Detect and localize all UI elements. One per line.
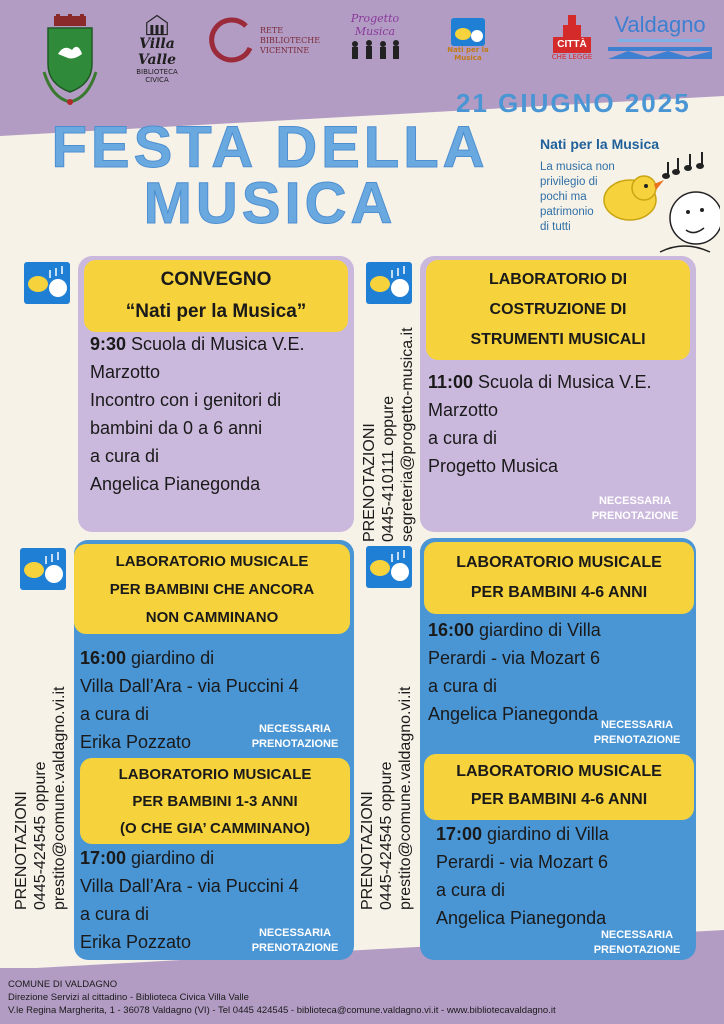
convegno-heading [84, 260, 348, 332]
lab-1-3-title-3: (O CHE GIA’ CAMMINANO) [120, 820, 310, 837]
convegno-title-1: CONVEGNO [160, 269, 272, 290]
bird-and-child-illustration [600, 148, 720, 256]
convegno-line-2: Marzotto [90, 362, 161, 382]
bird-child-small-icon [451, 18, 485, 46]
lab-4-6-b-heading [424, 754, 694, 820]
tower-icon [559, 15, 585, 37]
lab-1-3-line-4: Erika Pozzato [80, 932, 192, 952]
lab-1-3-line-1: giardino di [126, 848, 215, 868]
comune-coat-of-arms-logo [38, 14, 102, 106]
lab-4-6-a-details [428, 616, 690, 728]
event-title [30, 115, 510, 236]
booking-top-vertical [360, 327, 417, 542]
npm-small-label: Nati per la Musica [447, 46, 489, 62]
lab-non-camminano-line-3: a cura di [80, 704, 150, 724]
note-line-2: PRENOTAZIONE [251, 738, 339, 750]
lab-4-6-a-title-1: LABORATORIO MUSICALE [456, 554, 662, 571]
lab-4-6-b-title-2: PER BAMBINI 4-6 ANNI [470, 791, 648, 808]
lab-4-6-a-line-2: Perardi - via Mozart 6 [428, 648, 601, 668]
rete-circle-icon [206, 16, 256, 66]
lab-non-camminano-title-1: LABORATORIO MUSICALE [115, 553, 309, 570]
convegno-line-5: a cura di [90, 446, 160, 466]
lab-4-6-a-line-3: a cura di [428, 676, 498, 696]
note-line-2: PRENOTAZIONE [251, 942, 339, 954]
lab-4-6-a-line-4: Angelica Pianegonda [428, 704, 599, 724]
event-date: 21 GIUGNO 2025 [456, 88, 691, 118]
note-line-1: NECESSARIA [598, 495, 672, 507]
lab-costruzione-line-2: Marzotto [428, 400, 499, 420]
booking-left-line-2: 0445-424545 oppure [32, 761, 49, 910]
note-line-2: PRENOTAZIONE [593, 944, 681, 956]
lab-costruzione-heading [426, 260, 690, 360]
lab-4-6-b-line-2: Perardi - via Mozart 6 [436, 852, 609, 872]
lab-4-6-b-booking-note [582, 928, 692, 958]
booking-right-line-2: 0445-424545 oppure [378, 761, 395, 910]
lab-non-camminano-line-4: Erika Pozzato [80, 732, 192, 752]
npm-slogan-3: pochi ma [540, 191, 587, 203]
npm-title: Nati per la Musica [540, 136, 660, 152]
booking-left-vertical [12, 687, 69, 910]
lab-costruzione-line-4: Progetto Musica [428, 456, 559, 476]
note-line-1: NECESSARIA [258, 723, 332, 735]
booking-left-line-3: prestito@comune.valdagno.vi.it [51, 686, 68, 910]
note-line-2: PRENOTAZIONE [593, 734, 681, 746]
villa-building-icon [139, 14, 175, 36]
lab-costruzione-title-3: STRUMENTI MUSICALI [470, 331, 646, 348]
footer [8, 978, 556, 1017]
npm-slogan-4: patrimonio [540, 206, 594, 218]
booking-top-line-3: segreteria@progetto-musica.it [399, 327, 416, 542]
lab-1-3-time: 17:00 [80, 848, 127, 868]
lab-costruzione-title-2: COSTRUZIONE DI [489, 301, 627, 318]
note-line-1: NECESSARIA [600, 719, 674, 731]
booking-top-line-1: PRENOTAZIONI [361, 423, 378, 542]
lab-4-6-a-title-2: PER BAMBINI 4-6 ANNI [470, 584, 648, 601]
convegno-line-1: Scuola di Musica V.E. [126, 334, 305, 354]
lab-1-3-title-1: LABORATORIO MUSICALE [118, 766, 312, 783]
convegno-time: 9:30 [90, 334, 127, 354]
lab-1-3-title-2: PER BAMBINI 1-3 ANNI [132, 793, 298, 810]
npm-badge-icon [24, 262, 70, 304]
villa-valle-name: Villa Valle [137, 36, 177, 68]
npm-badge-icon [366, 546, 412, 588]
footer-line-1: COMUNE DI VALDAGNO [8, 979, 118, 990]
convegno-line-3: Incontro con i genitori di [90, 390, 282, 410]
lab-non-camminano-heading [74, 544, 350, 634]
villa-valle-logo [124, 14, 190, 84]
citta-label: CITTÀ [553, 37, 590, 53]
lab-4-6-a-heading [424, 542, 694, 614]
lab-4-6-b-details [436, 820, 690, 932]
convegno-line-6: Angelica Pianegonda [90, 474, 261, 494]
lab-4-6-b-line-3: a cura di [436, 880, 506, 900]
nati-per-la-musica-small-logo [446, 12, 490, 68]
lab-costruzione-title-1: LABORATORIO DI [488, 271, 628, 288]
lab-costruzione-line-1: Scuola di Musica V.E. [473, 372, 652, 392]
booking-right-line-3: prestito@comune.valdagno.vi.it [397, 686, 414, 910]
npm-slogan-5: di tutti [540, 221, 571, 233]
convegno-line-4: bambini da 0 a 6 anni [90, 418, 263, 438]
booking-left-line-1: PRENOTAZIONI [13, 791, 30, 910]
lab-non-camminano-title-3: NON CAMMINANO [145, 609, 279, 626]
lab-1-3-line-2: Villa Dall’Ara - via Puccini 4 [80, 876, 299, 896]
title-line-1: FESTA DELLA [51, 115, 489, 180]
valdagno-skyline-icon [608, 37, 712, 59]
npm-slogan-1: La musica non [540, 161, 615, 173]
note-line-2: PRENOTAZIONE [591, 510, 679, 522]
note-line-1: NECESSARIA [258, 927, 332, 939]
villa-valle-subtitle: BIBLIOTECA CIVICA [136, 68, 178, 84]
lab-1-3-line-3: a cura di [80, 904, 150, 924]
valdagno-logo [604, 6, 716, 66]
citta-che-legge-logo [550, 8, 594, 68]
lab-non-camminano-time: 16:00 [80, 648, 127, 668]
lab-4-6-b-line-1: giardino di Villa [482, 824, 609, 844]
title-line-2: MUSICA [143, 171, 397, 236]
lab-costruzione-details [428, 368, 690, 480]
lab-non-camminano-line-1: giardino di [126, 648, 215, 668]
valdagno-name: Valdagno [614, 12, 706, 37]
npm-badge-icon [20, 548, 66, 590]
rete-line-3: VICENTINE [260, 46, 310, 55]
lab-4-6-a-booking-note [582, 718, 692, 748]
lab-costruzione-booking-note [580, 494, 690, 524]
lab-non-camminano-booking-note [240, 722, 350, 752]
npm-badge-icon [366, 262, 412, 304]
lab-1-3-heading [80, 758, 350, 844]
booking-top-line-2: 0445-410111 oppure [380, 395, 397, 542]
footer-line-3: V.le Regina Margherita, 1 - 36078 Valdagno (VI) - Tel 0445 424545 - biblioteca@comune.valdagno.vi.it - www.bibliotecavaldagno.it [8, 1005, 556, 1016]
rete-line-1: RETE [260, 26, 284, 35]
lab-4-6-b-title-1: LABORATORIO MUSICALE [456, 763, 662, 780]
lab-4-6-a-time: 16:00 [428, 620, 475, 640]
lab-4-6-a-line-1: giardino di Villa [474, 620, 601, 640]
rete-biblioteche-logo [206, 12, 362, 70]
note-line-1: NECESSARIA [600, 929, 674, 941]
footer-line-2: Direzione Servizi al cittadino - Biblioteca Civica Villa Valle [8, 992, 249, 1003]
progetto-musica-name: Progetto Musica [350, 12, 400, 38]
musicians-silhouette-icon [347, 38, 403, 60]
booking-right-vertical [358, 687, 415, 910]
lab-costruzione-time: 11:00 [428, 372, 474, 392]
booking-right-line-1: PRENOTAZIONI [359, 791, 376, 910]
lab-non-camminano-title-2: PER BAMBINI CHE ANCORA [109, 581, 315, 598]
coat-of-arms-icon [38, 14, 102, 106]
progetto-musica-logo [344, 4, 406, 68]
lab-non-camminano-line-2: Villa Dall’Ara - via Puccini 4 [80, 676, 299, 696]
lab-1-3-booking-note [240, 926, 350, 956]
lab-4-6-b-time: 17:00 [436, 824, 483, 844]
lab-costruzione-line-3: a cura di [428, 428, 498, 448]
npm-slogan-2: privilegio di [540, 176, 598, 188]
citta-subtitle: CHE LEGGE [551, 53, 593, 61]
lab-4-6-b-line-4: Angelica Pianegonda [436, 908, 607, 928]
convegno-title-2: “Nati per la Musica” [125, 301, 307, 322]
rete-line-2: BIBLIOTECHE [260, 36, 321, 45]
convegno-details [90, 330, 352, 498]
